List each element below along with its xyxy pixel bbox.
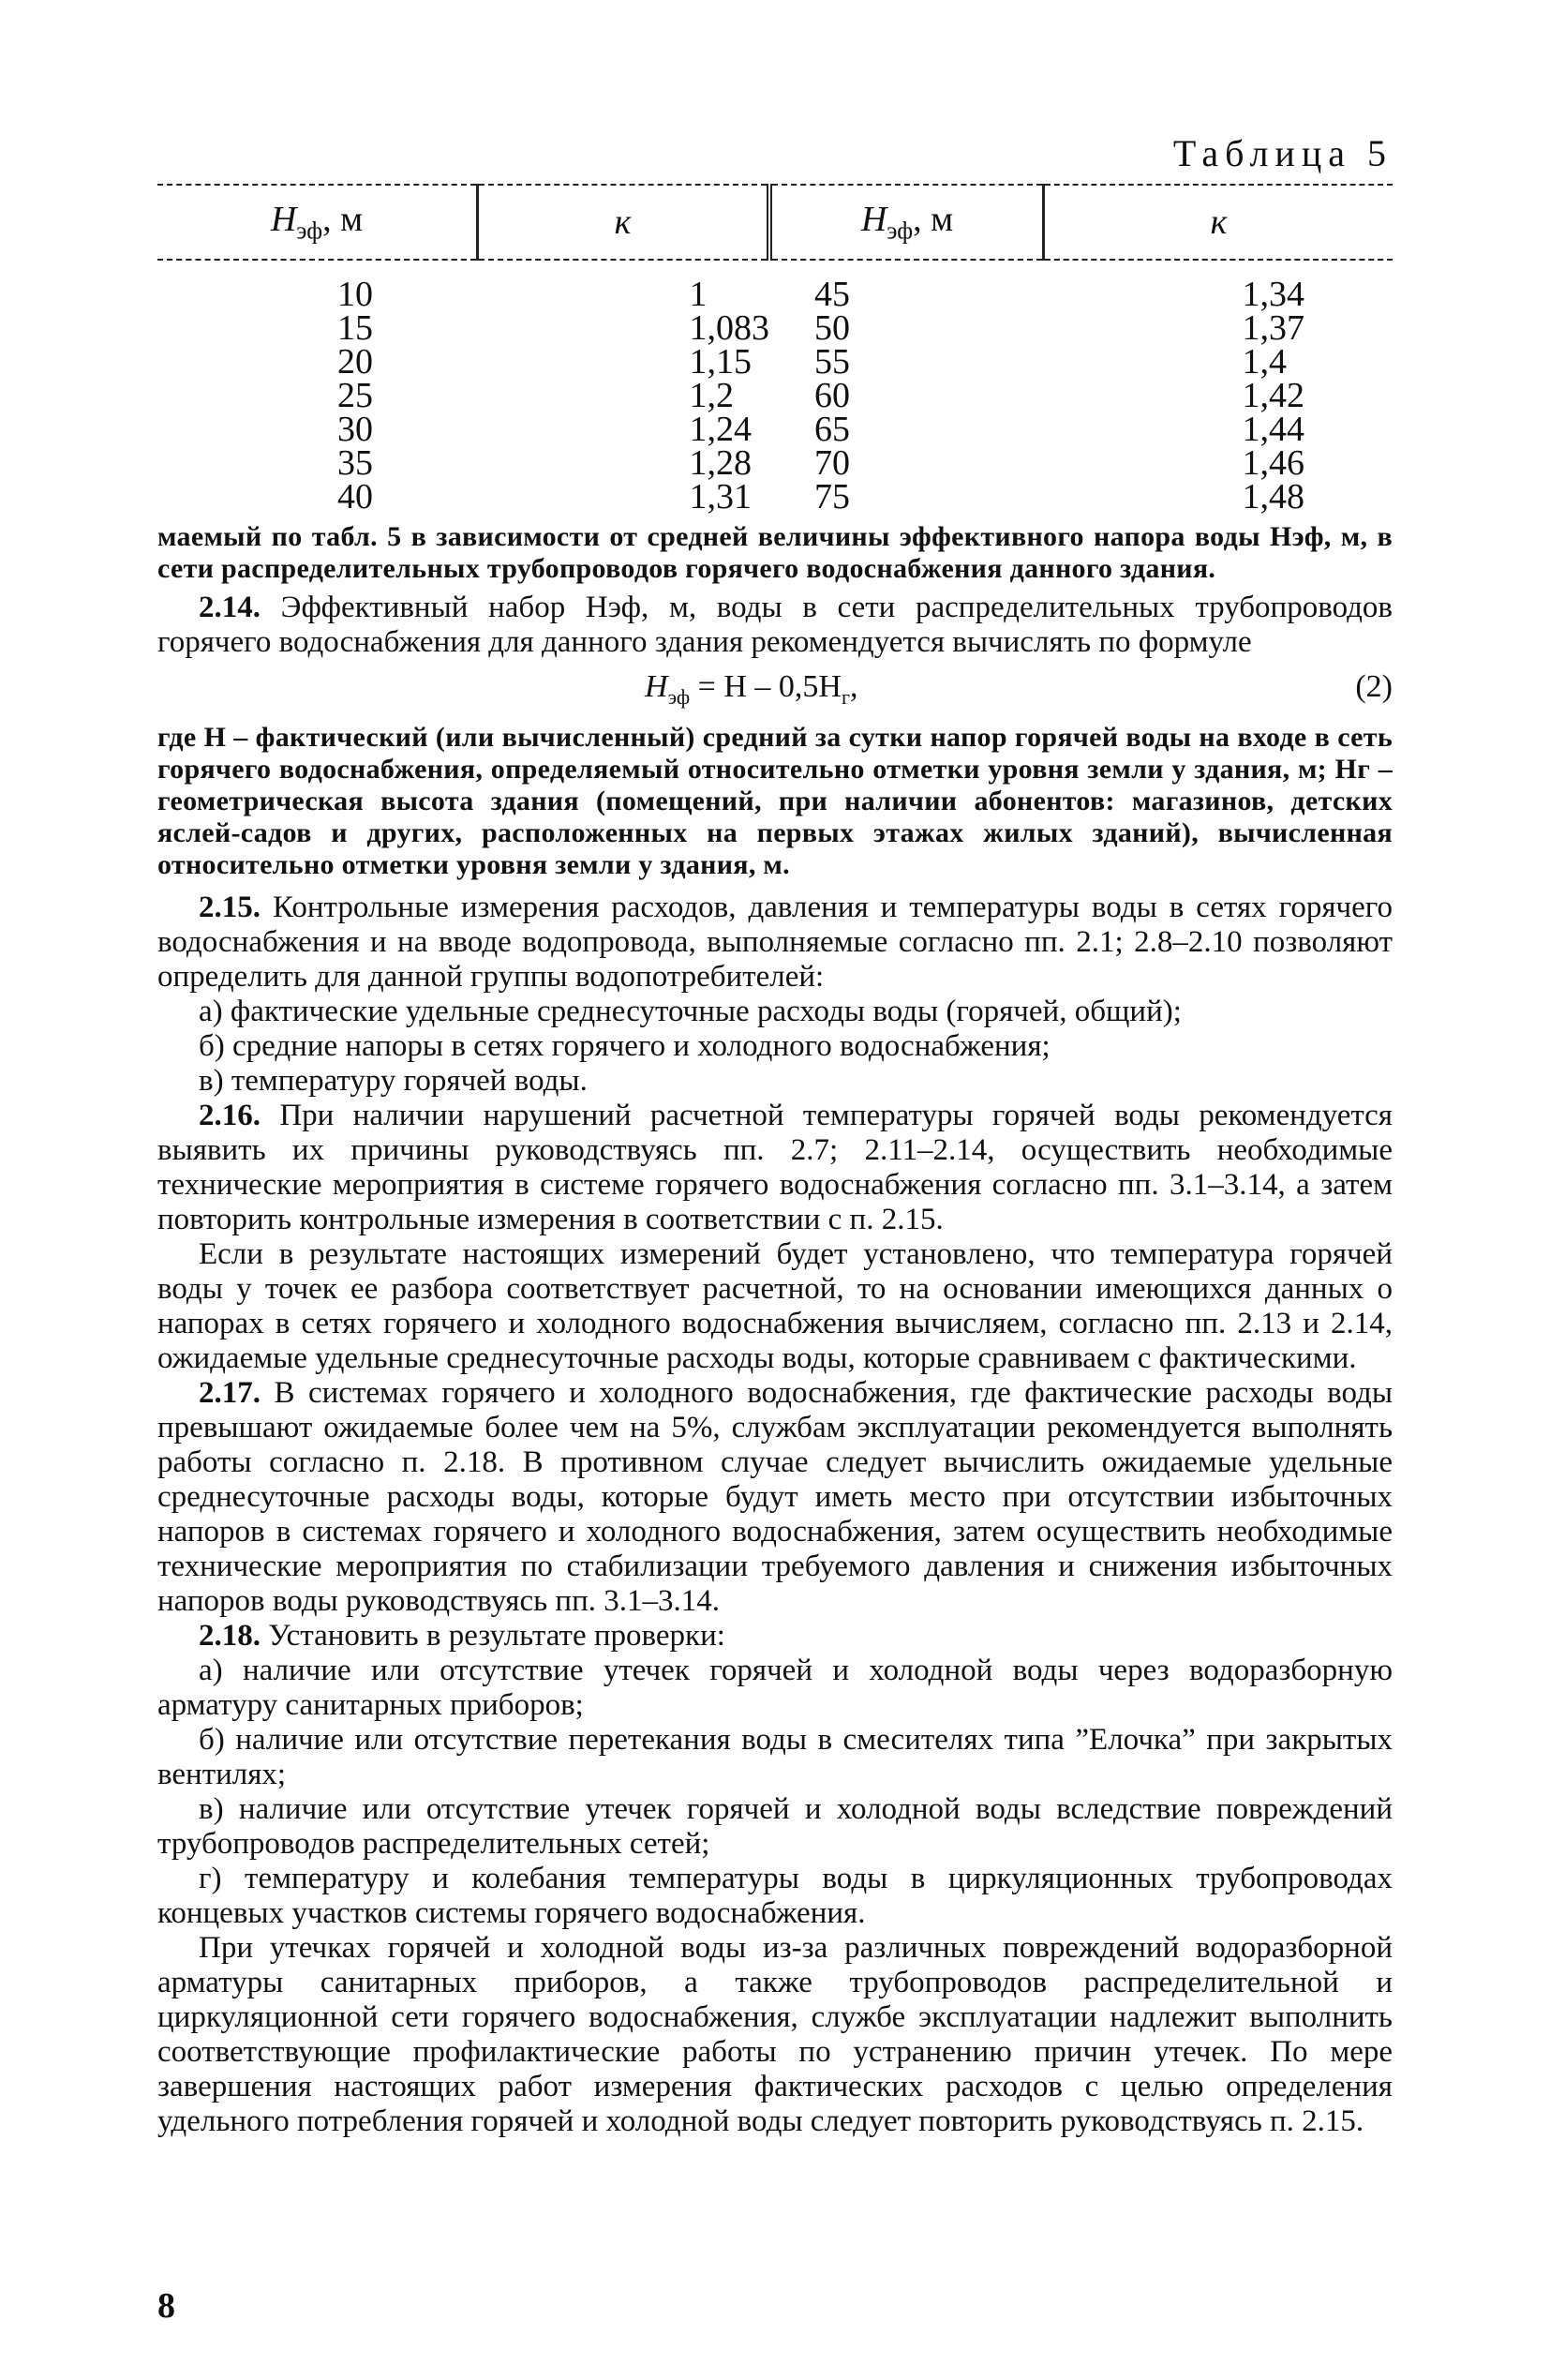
table-row: 10 1 45 1,34 [337,275,1304,314]
header-h-left: $H_{эф}$, м [157,185,478,260]
table-row: 20 1,15 55 1,4 [337,342,1287,382]
paragraph-intro: маемый по табл. 5 в зависимости от средней величины эффективного напора воды Hэф, м, в сети распределительных трубопроводов горячего водоснабжения данного здания. [157,521,1393,584]
paragraph-2-18: 2.18. Установить в результате проверки: [199,1619,725,1653]
table-row: 25 1,2 60 1,42 [337,376,1304,415]
list-item-2-18-d: г) температуру и колебания температуры воды в циркуляционных трубопроводах концевых участков системы горячего водоснабжения. [157,1862,1393,1930]
list-item-2-15-b: б) средние напоры в сетях горячего и холодного водоснабжения; [199,1029,1051,1063]
page-number: 8 [157,2286,175,2326]
list-item-2-15-c: в) температуру горячей воды. [199,1064,588,1098]
table-header-row [157,185,1393,260]
paragraph-2-17: 2.17. В системах горячего и холодного водоснабжения, где фактические расходы воды превышают ожидаемые более чем на 5%, службам эксплуатации рекомендуется выполнять работы согласно п. 2.18. В противном случае следует вычислить ожидаемые удельные среднесуточные расходы воды, которые будут иметь место при отсутствии избыточных напоров в системах горячего и холодного водоснабжения, затем осуществить необходимые технические мероприятия по стабилизации требуемого давления и снижения избыточных напоров воды руководствуясь пп. 3.1–3.14. [157,1376,1394,1618]
paragraph-2-14: 2.14. Эффективный набор Hэф, м, воды в сети распределительных трубопроводов горячего водоснабжения для данного здания рекомендуется вычислять по формуле [157,591,1393,659]
formula-2 [157,664,1393,716]
table-row: 15 1,083 50 1,37 [337,308,1304,348]
table-row: 30 1,24 65 1,44 [337,410,1304,449]
header-k-left: к [478,185,770,260]
paragraph-where: где H – фактический (или вычисленный) средний за сутки напор горячей воды на входе в сеть горячего водоснабжения, определяемый относительно отметки уровня земли у здания, м; Hг – геометрическая высота здания (помещений, при наличии абонентов: магазинов, детских яслей-садов и других, расположенных на первых этажах жилых зданий), вычисленная относительно отметки уровня земли у здания, м. [157,722,1393,880]
list-item-2-18-b: б) наличие или отсутствие перетекания воды в смесителях типа ”Елочка” при закрытых вентилях; [157,1723,1393,1791]
paragraph-2-15: 2.15. Контрольные измерения расходов, давления и температуры воды в сетях горячего водоснабжения и на вводе водопровода, выполняемые согласно пп. 2.1; 2.8–2.10 позволяют определить для данной группы водопотребителей: [157,891,1393,994]
paragraph-final: При утечках горячей и холодной воды из-за различных повреждений водоразборной арматуры санитарных приборов, а также трубопроводов распределительной и циркуляционной сети горячего водоснабжения, службе эксплуатации надлежит выполнить соответствующие профилактические работы по устранению причин утечек. По мере завершения настоящих работ измерения фактических расходов с целью определения удельного потребления горячей и холодной воды следует повторить руководствуясь п. 2.15. [157,1931,1393,2138]
list-item-2-18-a: а) наличие или отсутствие утечек горячей и холодной воды через водоразборную арматуру санитарных приборов; [157,1654,1393,1722]
table-row: 35 1,28 70 1,46 [337,443,1304,483]
formula-expression: $H_{эф} = H - 0,5H_г$, [645,669,858,709]
formula-number: (2) [1355,669,1393,704]
table-5 [157,184,1393,514]
header-h-right: $H_{эф}$, м [769,185,1044,260]
paragraph-2-16: 2.16. При наличии нарушений расчетной температуры горячей воды рекомендуется выявить их причины руководствуясь пп. 2.7; 2.11–2.14, осуществить необходимые технические мероприятия в системе горячего водоснабжения согласно пп. 3.1–3.14, а затем повторить контрольные измерения в соответствии с п. 2.15. [157,1099,1393,1236]
table-row: 40 1,31 75 1,48 [337,477,1304,516]
list-item-2-15-a: а) фактические удельные среднесуточные расходы воды (горячей, общий); [199,995,1182,1028]
header-k-right: к [1044,185,1394,260]
table-caption: Таблица 5 [1172,132,1393,174]
body-text [157,521,1393,2139]
paragraph-2-16-b: Если в результате настоящих измерений будет установлено, что температура горячей воды у точек ее разбора соответствует расчетной, то на основании имеющихся данных о напорах в сетях горячего и холодного водоснабжения вычисляем, согласно пп. 2.13 и 2.14, ожидаемые удельные среднесуточные расходы воды, которые сравниваем с фактическими. [157,1237,1393,1375]
list-item-2-18-c: в) наличие или отсутствие утечек горячей и холодной воды вследствие повреждений трубопроводов распределительных сетей; [157,1792,1393,1861]
